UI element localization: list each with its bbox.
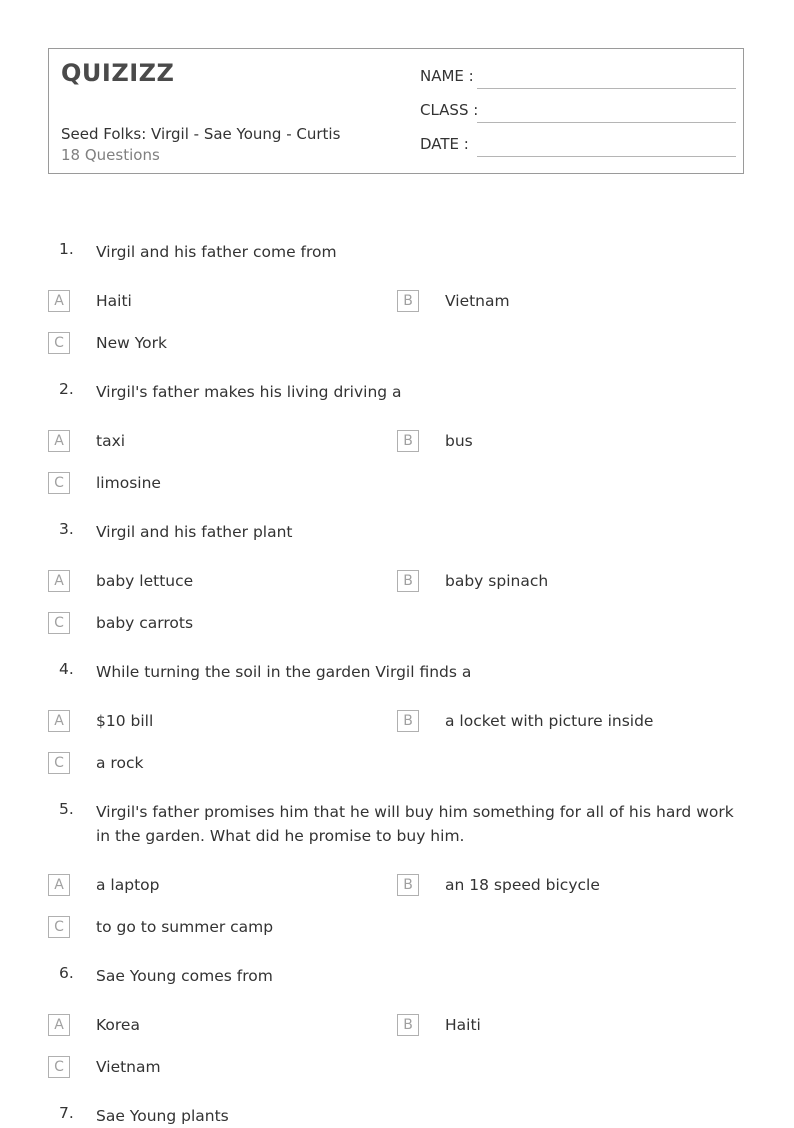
option-letter: A [48, 710, 70, 732]
option-letter: A [48, 290, 70, 312]
option-text: Haiti [445, 1016, 481, 1034]
option-text: $10 bill [96, 712, 154, 730]
option-letter: B [397, 874, 419, 896]
option-text: an 18 speed bicycle [445, 876, 600, 894]
question-text: While turning the soil in the garden Virgil finds a [96, 663, 472, 681]
option-text: a locket with picture inside [445, 712, 654, 730]
option-letter: B [397, 570, 419, 592]
option-letter: C [48, 332, 70, 354]
question-text: Sae Young comes from [96, 967, 273, 985]
option-letter: A [48, 874, 70, 896]
option-text: Vietnam [445, 292, 510, 310]
question-number: 7. [59, 1104, 74, 1122]
option-letter: C [48, 752, 70, 774]
option-text: New York [96, 334, 167, 352]
class-field[interactable] [420, 101, 736, 125]
question-number: 2. [59, 380, 74, 398]
option-letter: B [397, 1014, 419, 1036]
question-text: Sae Young plants [96, 1107, 229, 1125]
class-label: CLASS : [420, 101, 479, 119]
option-text: baby spinach [445, 572, 549, 590]
option-text: a laptop [96, 876, 160, 894]
question-text: Virgil's father promises him that he will buy him something for all of his hard work in the garden. What did he promise to buy him. [96, 803, 734, 845]
name-line [477, 88, 736, 89]
option-text: taxi [96, 432, 126, 450]
option-text: to go to summer camp [96, 918, 274, 936]
date-line [477, 156, 736, 157]
option-text: bus [445, 432, 473, 450]
option-letter: C [48, 916, 70, 938]
option-text: Vietnam [96, 1058, 161, 1076]
question-number: 3. [59, 520, 74, 538]
option-letter: B [397, 710, 419, 732]
option-letter: B [397, 430, 419, 452]
option-text: baby carrots [96, 614, 194, 632]
quiz-title: Seed Folks: Virgil - Sae Young - Curtis [61, 125, 341, 143]
question-text: Virgil and his father come from [96, 243, 337, 261]
question-text: Virgil's father makes his living driving a [96, 383, 402, 401]
option-text: baby lettuce [96, 572, 194, 590]
date-field[interactable] [420, 135, 736, 159]
option-letter: B [397, 290, 419, 312]
option-letter: A [48, 430, 70, 452]
option-text: limosine [96, 474, 161, 492]
question-number: 1. [59, 240, 74, 258]
question-count: 18 Questions [61, 146, 160, 164]
question-number: 6. [59, 964, 74, 982]
quizizz-logo: QUIZIZZ [61, 59, 175, 87]
option-letter: C [48, 472, 70, 494]
option-text: a rock [96, 754, 144, 772]
question-number: 4. [59, 660, 74, 678]
name-field[interactable] [420, 67, 736, 91]
question-number: 5. [59, 800, 74, 818]
option-text: Haiti [96, 292, 132, 310]
class-line [477, 122, 736, 123]
option-letter: C [48, 612, 70, 634]
worksheet-header [48, 48, 744, 174]
option-letter: A [48, 1014, 70, 1036]
option-text: Korea [96, 1016, 140, 1034]
option-letter: A [48, 570, 70, 592]
date-label: DATE : [420, 135, 469, 153]
option-letter: C [48, 1056, 70, 1078]
question-text: Virgil and his father plant [96, 523, 293, 541]
name-label: NAME : [420, 67, 474, 85]
